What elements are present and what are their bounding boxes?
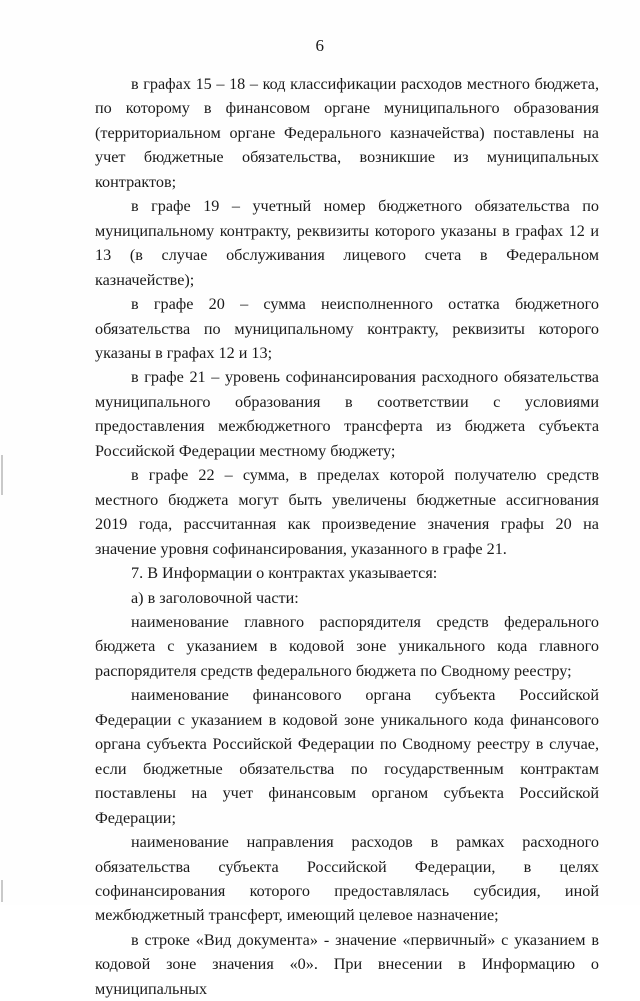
paragraph-financial-body: наименование финансового органа субъекта Российской Федерации с указанием в кодовой зоне уникального кода финансового органа субъекта Российской Федерации по Сводному реестру в случае, если бюджетные обязательства по государственным контрактам поставлены на учет финансовым органом субъекта Российской Федерации;	[95, 686, 599, 827]
paragraph-federal-budget-manager: наименование главного распорядителя средств федерального бюджета с указанием в кодовой зоне уникального кода главного распорядителя средств федерального бюджета по Сводному реестру;	[95, 612, 599, 680]
subsection-a-heading: а) в заголовочной части:	[131, 588, 299, 607]
paragraph-graph-22: в графе 22 – сумма, в пределах которой получателю средств местного бюджета могут быть увеличены бюджетные ассигнования 2019 года, рассчитанная как произведение значения графы 20 на значение уровня софинансирования, указанного в графе 21.	[95, 466, 599, 558]
paragraph-document-type: в строке «Вид документа» - значение «первичный» с указанием в кодовой зоне значения «0». При внесении в Информацию о муниципальных	[95, 930, 599, 998]
paragraph-graphs-15-18: в графах 15 – 18 – код классификации расходов местного бюджета, по которому в финансовом органе муниципального образования (территориальном органе Федерального казначейства) поставлены на учет бюджетные обязательства, возникшие из муниципальных контрактов;	[95, 75, 599, 191]
section-7-heading: 7. В Информации о контрактах указывается:	[131, 564, 438, 583]
paragraph-expense-direction: наименование направления расходов в рамках расходного обязательства субъекта Российской Федерации, в целях софинансирования которого предоставлялась субсидия, иной межбюджетный трансферт, имеющий целевое назначение;	[95, 833, 599, 925]
paragraph-graph-19: в графе 19 – учетный номер бюджетного обязательства по муниципальному контракту, реквизиты которого указаны в графах 12 и 13 (в случае обслуживания лицевого счета в Федеральном казначействе);	[95, 197, 599, 289]
scan-edge-mark	[1, 880, 3, 902]
paragraph-graph-20: в графе 20 – сумма неисполненного остатка бюджетного обязательства по муниципальному контракту, реквизиты которого указаны в графах 12 и 13;	[95, 295, 599, 362]
paragraph-graph-21: в графе 21 – уровень софинансирования расходного обязательства муниципального образования в соответствии с условиями предоставления межбюджетного трансферта из бюджета субъекта Российской Федерации местному бюджету;	[95, 368, 599, 460]
scan-edge-mark	[1, 455, 3, 495]
document-body	[95, 72, 599, 1001]
page-number: 6	[315, 36, 325, 55]
